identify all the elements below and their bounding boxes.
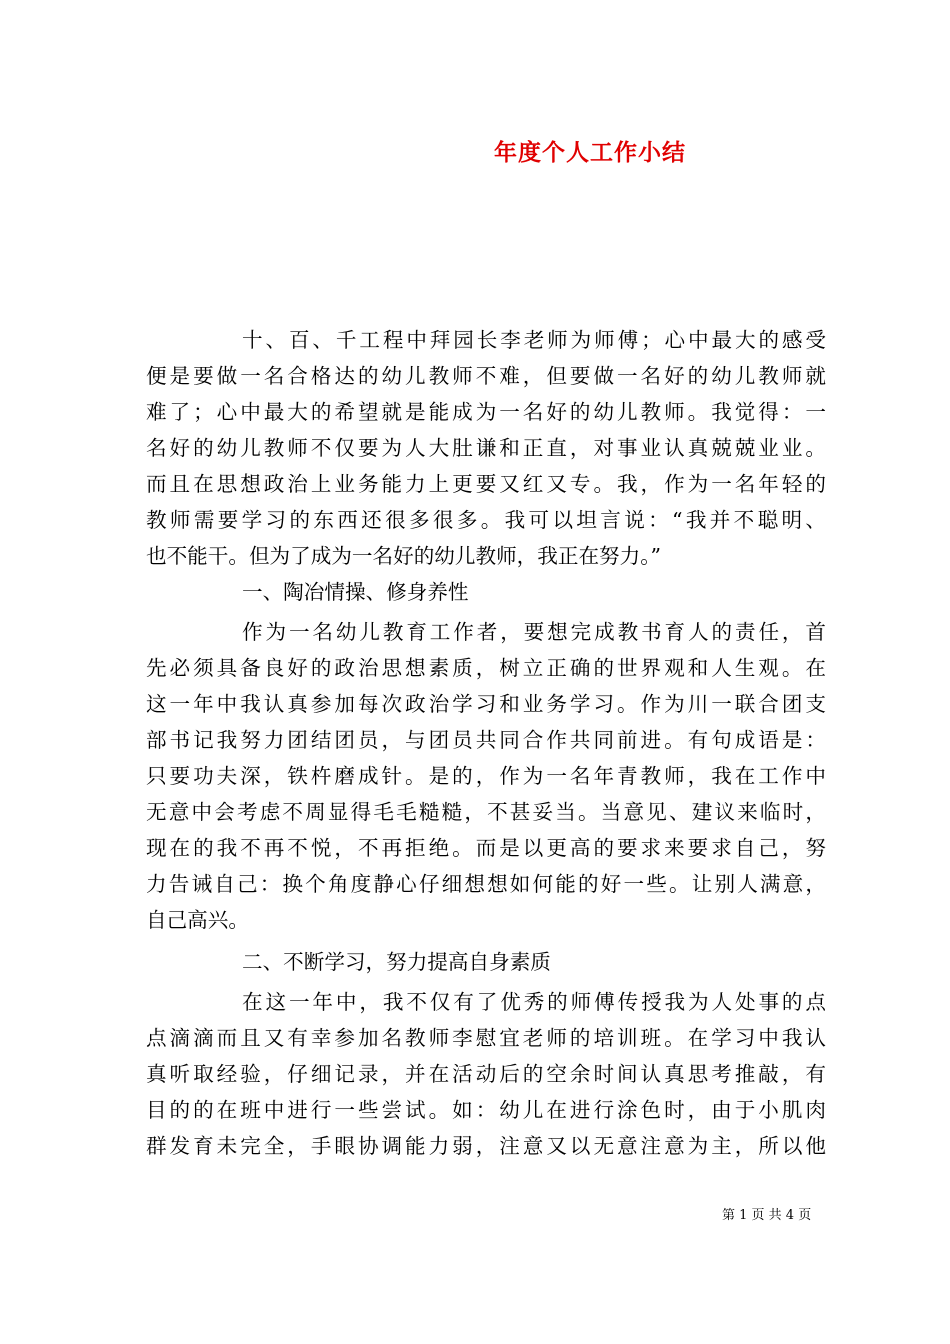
section1-line: 力告诫自己：换个角度静心仔细想想如何能的好一些。让别人满意，: [146, 872, 826, 896]
intro-line: 难了；心中最大的希望就是能成为一名好的幼儿教师。我觉得：一: [146, 400, 826, 424]
intro-line: 名好的幼儿教师不仅要为人大肚谦和正直，对事业认真兢兢业业。: [146, 436, 826, 460]
section2-line: 目的的在班中进行一些尝试。如：幼儿在进行涂色时，由于小肌肉: [146, 1098, 826, 1122]
page-footer: 第 1 页 共 4 页: [722, 1208, 812, 1223]
section1-line: 部书记我努力团结团员，与团员共同合作共同前进。有句成语是：: [146, 728, 826, 752]
section1-line: 现在的我不再不悦，不再拒绝。而是以更高的要求来要求自己，努: [146, 836, 826, 860]
intro-line: 也不能干。但为了成为一名好的幼儿教师，我正在努力。”: [146, 544, 662, 568]
section-heading-1: 一、陶冶情操、修身养性: [242, 580, 469, 604]
intro-line: 教师需要学习的东西还很多很多。我可以坦言说：“我并不聪明、: [146, 508, 826, 532]
section2-line: 点滴滴而且又有幸参加名教师李慰宜老师的培训班。在学习中我认: [146, 1026, 826, 1050]
intro-line: 便是要做一名合格达的幼儿教师不难，但要做一名好的幼儿教师就: [146, 364, 826, 388]
section1-line: 无意中会考虑不周显得毛毛糙糙，不甚妥当。当意见、建议来临时，: [146, 800, 826, 824]
document-body: [146, 322, 826, 1164]
section1-line: 这一年中我认真参加每次政治学习和业务学习。作为川一联合团支: [146, 692, 826, 716]
section-heading-2: 二、不断学习，努力提高自身素质: [242, 950, 551, 974]
section1-line: 先必须具备良好的政治思想素质，树立正确的世界观和人生观。在: [146, 656, 826, 680]
section1-line: 作为一名幼儿教育工作者，要想完成教书育人的责任，首: [242, 620, 826, 644]
section2-line: 群发育未完全，手眼协调能力弱，注意又以无意注意为主，所以他: [146, 1134, 826, 1158]
document-title: 年度个人工作小结: [494, 139, 686, 166]
section2-line: 在这一年中，我不仅有了优秀的师傅传授我为人处事的点: [242, 990, 826, 1014]
section1-line: 自己高兴。: [146, 908, 249, 932]
section2-line: 真听取经验，仔细记录，并在活动后的空余时间认真思考推敲，有: [146, 1062, 826, 1086]
intro-line: 十、百、千工程中拜园长李老师为师傅；心中最大的感受: [242, 328, 826, 352]
intro-line: 而且在思想政治上业务能力上更要又红又专。我，作为一名年轻的: [146, 472, 826, 496]
section1-line: 只要功夫深，铁杵磨成针。是的，作为一名年青教师，我在工作中: [146, 764, 826, 788]
